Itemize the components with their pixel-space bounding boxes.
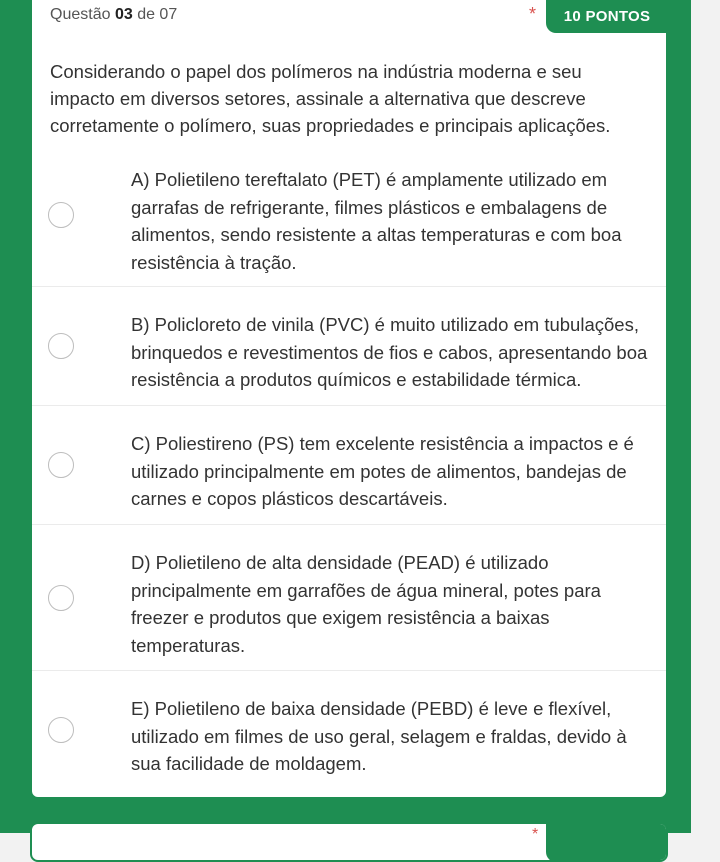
question-card (30, 0, 668, 799)
question-current-number: 03 (114, 6, 133, 23)
option-c[interactable] (32, 406, 666, 525)
option-e[interactable] (32, 671, 666, 789)
radio-button[interactable] (48, 333, 74, 359)
next-question-card (30, 822, 668, 862)
option-d[interactable] (32, 525, 666, 671)
option-b[interactable] (32, 287, 666, 406)
radio-button[interactable] (48, 202, 74, 228)
question-counter: Questão 03 de 07 (50, 6, 178, 23)
option-d-text: D) Polietileno de alta densidade (PEAD) é utilizado principalmente em garrafões de água mineral, potes para freezer e produtos que exigem resistência a baixas temperaturas. (131, 552, 601, 656)
radio-button[interactable] (48, 585, 74, 611)
option-a-text: A) Polietileno tereftalato (PET) é amplamente utilizado em garrafas de refrigerante, filmes plásticos e embalagens de alimentos, sendo resistente a altas temperaturas e com boa resistência à tração. (131, 169, 622, 273)
question-text: Considerando o papel dos polímeros na indústria moderna e seu impacto em diversos setores, assinale a alternativa que descreve corretamente o polímero, suas propriedades e principais aplicações. (50, 61, 611, 136)
required-asterisk: * (532, 826, 539, 843)
points-badge: 10 PONTOS (546, 0, 668, 33)
option-a[interactable] (32, 164, 666, 287)
option-b-text: B) Policloreto de vinila (PVC) é muito utilizado em tubulações, brinquedos e revestimentos de fios e cabos, apresentando boa resistência a produtos químicos e estabilidade térmica. (131, 314, 648, 390)
required-asterisk: * (529, 4, 537, 24)
points-badge (546, 822, 668, 862)
radio-button[interactable] (48, 452, 74, 478)
answer-options (32, 164, 666, 789)
option-e-text: E) Polietileno de baixa densidade (PEBD) é leve e flexível, utilizado em filmes de uso geral, selagem e fraldas, devido à sua facilidade de moldagem. (131, 698, 627, 774)
option-c-text: C) Poliestireno (PS) tem excelente resistência a impactos e é utilizado principalmente em potes de alimentos, bandejas de carnes e copos plásticos descartáveis. (131, 433, 634, 509)
radio-button[interactable] (48, 717, 74, 743)
